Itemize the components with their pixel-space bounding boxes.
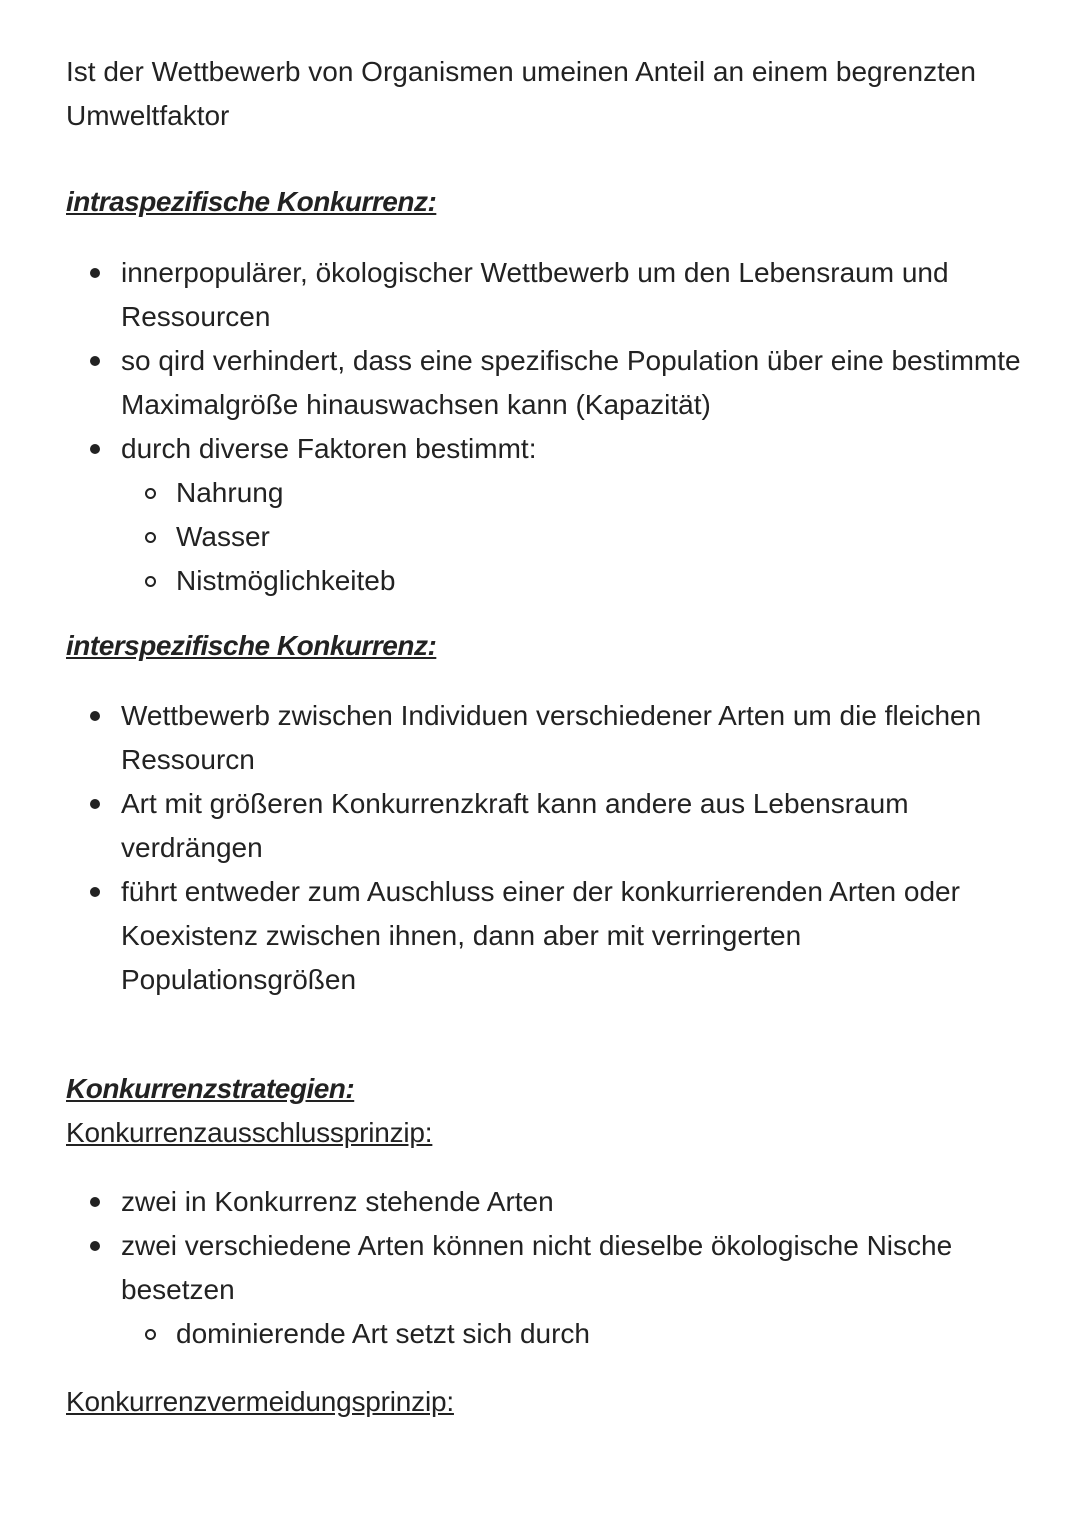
bullet-icon: [90, 444, 100, 454]
heading-interspecific: interspezifische Konkurrenz:: [66, 630, 437, 661]
sublist-item-text: Nistmöglichkeiteb: [176, 565, 396, 596]
bullet-icon: [90, 887, 100, 897]
bullet-icon: [90, 268, 100, 278]
list-item-text: Wettbewerb zwischen Individuen verschiedener Arten um die fleichen Ressourcn: [121, 700, 982, 775]
intro-text: Ist der Wettbewerb von Organismen umeinen Anteil an einem begrenzten Umweltfaktor: [66, 56, 976, 131]
list-item-text: zwei verschiedene Arten können nicht dieselbe ökologische Nische besetzen: [121, 1230, 953, 1305]
bullet-icon: [90, 799, 100, 809]
list-item-text: innerpopulärer, ökologischer Wettbewerb um den Lebensraum und Ressourcen: [121, 257, 949, 332]
list-exclusion-principle: [66, 1180, 1026, 1356]
bullet-icon: [90, 711, 100, 721]
list-item: [66, 1180, 1026, 1224]
bullet-icon: [90, 1241, 100, 1251]
bullet-icon: [90, 1197, 100, 1207]
sublist-item-text: Wasser: [176, 521, 270, 552]
heading-exclusion-principle: Konkurrenzausschlussprinzip:: [66, 1117, 433, 1148]
list-item-text: führt entweder zum Auschluss einer der konkurrierenden Arten oder Koexistenz zwischen ihnen, dann aber mit verringerten Populationsgrößen: [121, 876, 960, 995]
circle-bullet-icon: [145, 576, 156, 587]
list-item-text: Art mit größeren Konkurrenzkraft kann andere aus Lebensraum verdrängen: [121, 788, 909, 863]
sublist-item: [121, 471, 1026, 515]
list-item: [66, 870, 1026, 1002]
heading-strategies: Konkurrenzstrategien:: [66, 1073, 355, 1104]
list-intraspecific: [66, 251, 1026, 603]
sublist-item-text: dominierende Art setzt sich durch: [176, 1318, 590, 1349]
heading-avoidance-principle: Konkurrenzvermeidungsprinzip:: [66, 1386, 454, 1417]
sublist-factors: [121, 471, 1026, 603]
sublist-item: [121, 559, 1026, 603]
list-item: [66, 251, 1026, 339]
list-item-text: so qird verhindert, dass eine spezifische Population über eine bestimmte Maximalgröße hinauswachsen kann (Kapazität): [121, 345, 1021, 420]
list-item: [66, 427, 1026, 603]
circle-bullet-icon: [145, 488, 156, 499]
bullet-icon: [90, 356, 100, 366]
list-item: [66, 1224, 1026, 1356]
sublist-item-text: Nahrung: [176, 477, 284, 508]
sublist-exclusion: [121, 1312, 1026, 1356]
list-item-text: durch diverse Faktoren bestimmt:: [121, 433, 537, 464]
list-item: [66, 694, 1026, 782]
list-item-text: zwei in Konkurrenz stehende Arten: [121, 1186, 554, 1217]
sublist-item: [121, 515, 1026, 559]
circle-bullet-icon: [145, 1329, 156, 1340]
list-interspecific: [66, 694, 1026, 1002]
list-item: [66, 339, 1026, 427]
list-item: [66, 782, 1026, 870]
heading-intraspecific: intraspezifische Konkurrenz:: [66, 186, 437, 217]
circle-bullet-icon: [145, 532, 156, 543]
sublist-item: [121, 1312, 1026, 1356]
